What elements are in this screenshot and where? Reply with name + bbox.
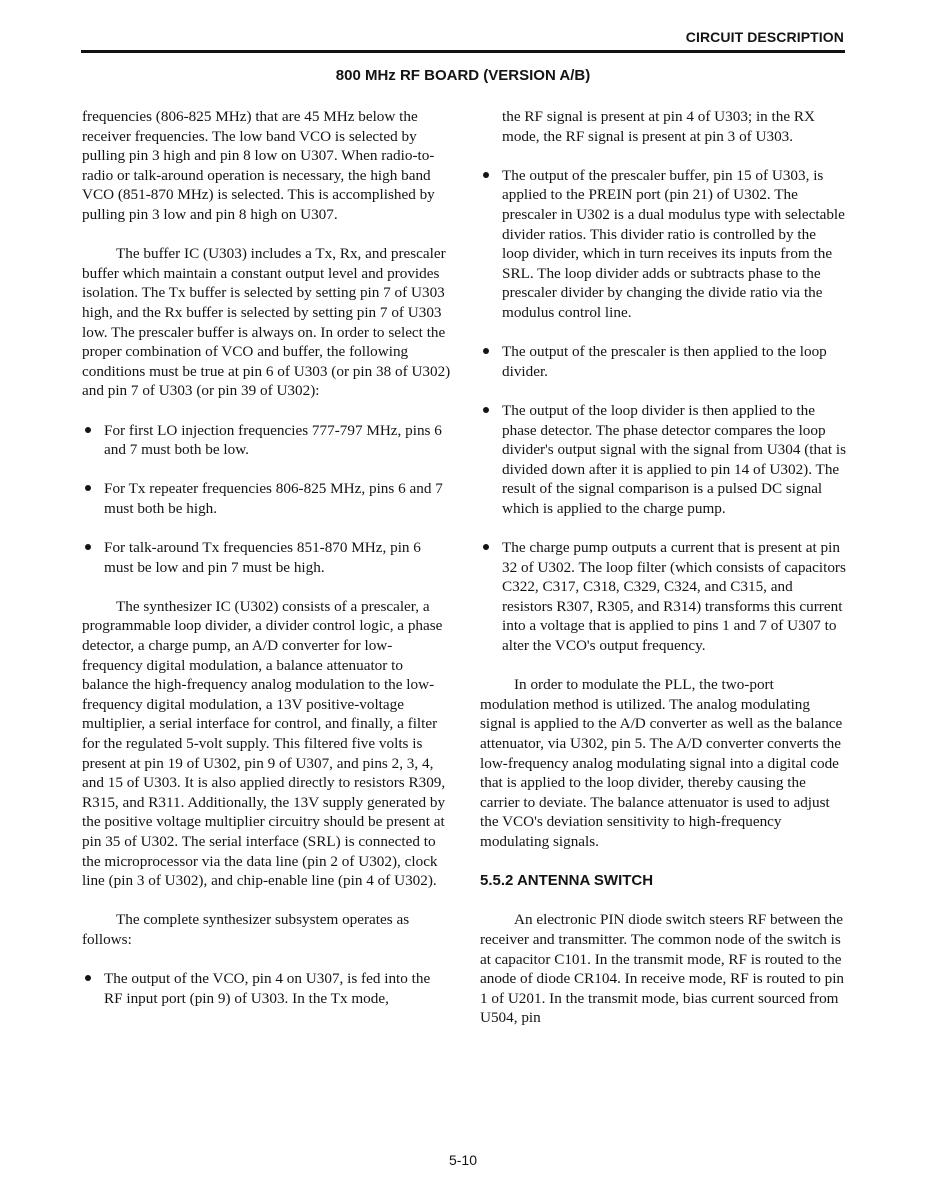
bullet-icon <box>483 172 489 178</box>
step-item: The output of the loop divider is then applied to the phase detector. The phase detector compares the loop divider's output signal with the signal from U304 (that is divided down after it is applied to pin 14 of U302). The result of the signal comparison is a pulsed DC signal which is applied to the charge pump. <box>480 401 846 519</box>
left-column <box>82 107 452 1008</box>
bullet-icon <box>483 407 489 413</box>
step-item: The output of the prescaler is then applied to the loop divider. <box>480 342 846 381</box>
right-column <box>480 107 846 1028</box>
step-item: The output of the VCO, pin 4 on U307, is fed into the RF input port (pin 9) of U303. In the Tx mode, <box>82 969 452 1008</box>
bullet-icon <box>85 485 91 491</box>
step-item: The output of the prescaler buffer, pin 15 of U303, is applied to the PREIN port (pin 21) of U302. The prescaler in U302 is a dual modulus type with selectable divider ratios. This divider ratio is controlled by the loop divider, which in turn receives its inputs from the SRL. The loop divider adds or subtracts phase to the prescaler divider by changing the divide ratio via the modulus control line. <box>480 166 846 323</box>
condition-item: For talk-around Tx frequencies 851-870 MHz, pin 6 must be low and pin 7 must be high. <box>82 538 452 577</box>
paragraph-modulation: In order to modulate the PLL, the two-port modulation method is utilized. The analog modulating signal is applied to the A/D converter as well as the balance attenuator, via U302, pin 5. The A/D converter converts the low-frequency analog modulating signal into a digital code that is applied to the loop divider, thereby causing the carrier to deviate. The balance attenuator is used to adjust the VCO's deviation sensitivity to high-frequency modulating signals. <box>480 676 843 850</box>
condition-item: For first LO injection frequencies 777-797 MHz, pins 6 and 7 must both be low. <box>82 421 452 460</box>
paragraph-synthesizer-ic: The synthesizer IC (U302) consists of a prescaler, a programmable loop divider, a divider control logic, a phase detector, a charge pump, an A/D converter for low-frequency digital modulation, a balance attenuator to balance the high-frequency analog modulation to the low-frequency digital modulation, a 13V positive-voltage multiplier, a serial interface for control, and finally, a filter for the regulated 5-volt supply. This filtered five volts is present at pin 19 of U302, pin 9 of U307, and pins 2, 3, 4, and 15 of U303. It is also applied directly to resistors R309, R315, and R311. Additionally, the 13V supply generated by the positive voltage multiplier circuitry should be present at pin 35 of U302. The serial interface (SRL) is connected to the microprocessor via the data line (pin 2 of U302), clock line (pin 3 of U302), and chip-enable line (pin 4 of U302). <box>82 597 446 890</box>
bullet-icon <box>85 427 91 433</box>
paragraph-antenna-switch: An electronic PIN diode switch steers RF between the receiver and transmitter. The common node of the switch is at capacitor C101. In the transmit mode, RF is routed to the anode of diode CR104. In receive mode, RF is routed to pin 1 of U201. In the transmit mode, bias current sourced from U504, pin <box>480 911 845 1027</box>
section-heading-antenna-switch: 5.5.2 ANTENNA SWITCH <box>480 872 654 890</box>
paragraph-vco-bands: frequencies (806-825 MHz) that are 45 MHz below the receiver frequencies. The low band VCO is selected by pulling pin 3 high and pin 8 low on U307. When radio-to-radio or talk-around operation is necessary, the high band VCO (851-870 MHz) is selected. This is accomplished by pulling pin 3 low and pin 8 high on U307. <box>82 108 435 223</box>
condition-item: For Tx repeater frequencies 806-825 MHz, pins 6 and 7 must both be high. <box>82 479 452 518</box>
step-item-continued: the RF signal is present at pin 4 of U303; in the RX mode, the RF signal is present at pin 3 of U303. <box>502 108 816 145</box>
bullet-icon <box>85 544 91 550</box>
page-title: 800 MHz RF BOARD (VERSION A/B) <box>335 67 591 84</box>
step-item: The charge pump outputs a current that is present at pin 32 of U302. The loop filter (which consists of capacitors C322, C317, C318, C329, C324, and C315, and resistors R307, R305, and R314) transforms this current into a voltage that is applied to pins 1 and 7 of U307 to alter the VCO's output frequency. <box>480 538 846 656</box>
bullet-icon <box>85 975 91 981</box>
bullet-icon <box>483 348 489 354</box>
paragraph-buffer-ic: The buffer IC (U303) includes a Tx, Rx, and prescaler buffer which maintain a constant output level and provides isolation. The Tx buffer is selected by setting pin 7 of U303 high, and the Rx buffer is selected by setting pin 7 of U303 low. The prescaler buffer is always on. In order to select the proper combination of VCO and buffer, the following conditions must be true at pin 6 of U303 (or pin 38 of U302) and pin 7 of U303 (or pin 39 of U302): <box>82 245 451 400</box>
running-head: CIRCUIT DESCRIPTION <box>685 29 844 45</box>
page-number: 5-10 <box>448 1152 478 1168</box>
bullet-icon <box>483 544 489 550</box>
header-rule <box>81 50 845 53</box>
paragraph-subsystem-intro: The complete synthesizer subsystem operates as follows: <box>82 911 410 948</box>
